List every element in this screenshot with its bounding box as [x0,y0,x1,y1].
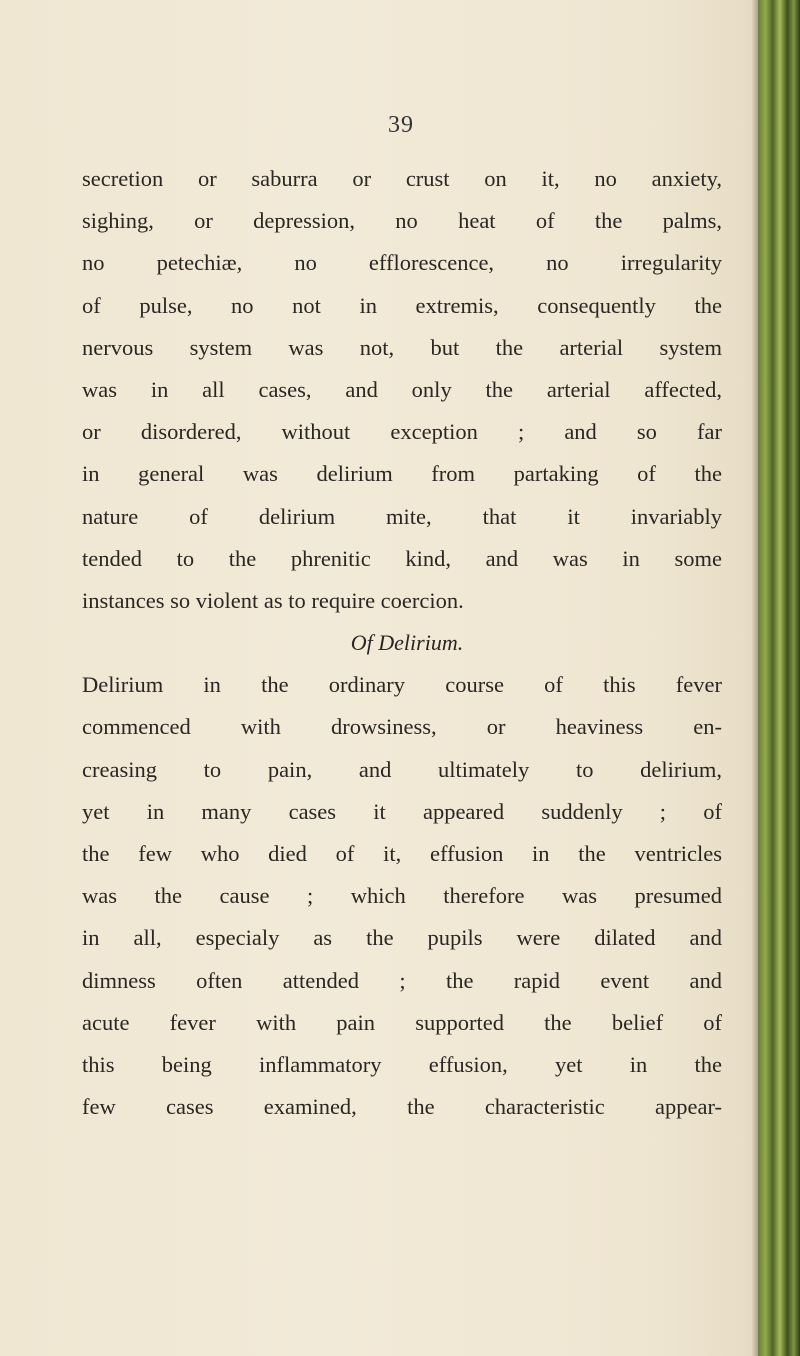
text-line: dimness often attended ; the rapid event and [82,967,722,993]
text-line: this being inflammatory effusion, yet in the [82,1051,722,1077]
text-line: few cases examined, the characteristic appear- [82,1094,722,1120]
text-line: was the cause ; which therefore was presumed [82,883,722,909]
text-line: in general was delirium from partaking of the [82,461,722,487]
text-line: no petechiæ, no efflorescence, no irregularity [82,250,722,276]
text-line: sighing, or depression, no heat of the palms, [82,208,722,234]
text-line: yet in many cases it appeared suddenly ; of [82,798,722,824]
text-line: instances so violent as to require coercion. [82,587,464,613]
binding-edge [758,0,800,1356]
text-line: was in all cases, and only the arterial affected, [82,376,722,402]
text-line: acute fever with pain supported the belief of [82,1009,722,1035]
text-line: or disordered, without exception ; and so far [82,419,722,445]
section-heading: Of Delirium. [350,630,464,656]
text-line: in all, especialy as the pupils were dilated and [82,925,722,951]
page-number: 39 [388,112,414,138]
text-line: of pulse, no not in extremis, consequently the [82,292,722,318]
text-line: creasing to pain, and ultimately to delirium, [82,756,722,782]
text-line: tended to the phrenitic kind, and was in some [82,545,722,571]
body-text [82,158,722,1128]
text-line: nature of delirium mite, that it invariably [82,503,722,529]
text-line: commenced with drowsiness, or heaviness en- [82,714,722,740]
text-line: the few who died of it, effusion in the ventricles [82,841,722,866]
text-line: Delirium in the ordinary course of this fever [82,672,722,698]
text-line: secretion or saburra or crust on it, no anxiety, [82,166,722,191]
text-line: nervous system was not, but the arterial system [82,334,722,360]
